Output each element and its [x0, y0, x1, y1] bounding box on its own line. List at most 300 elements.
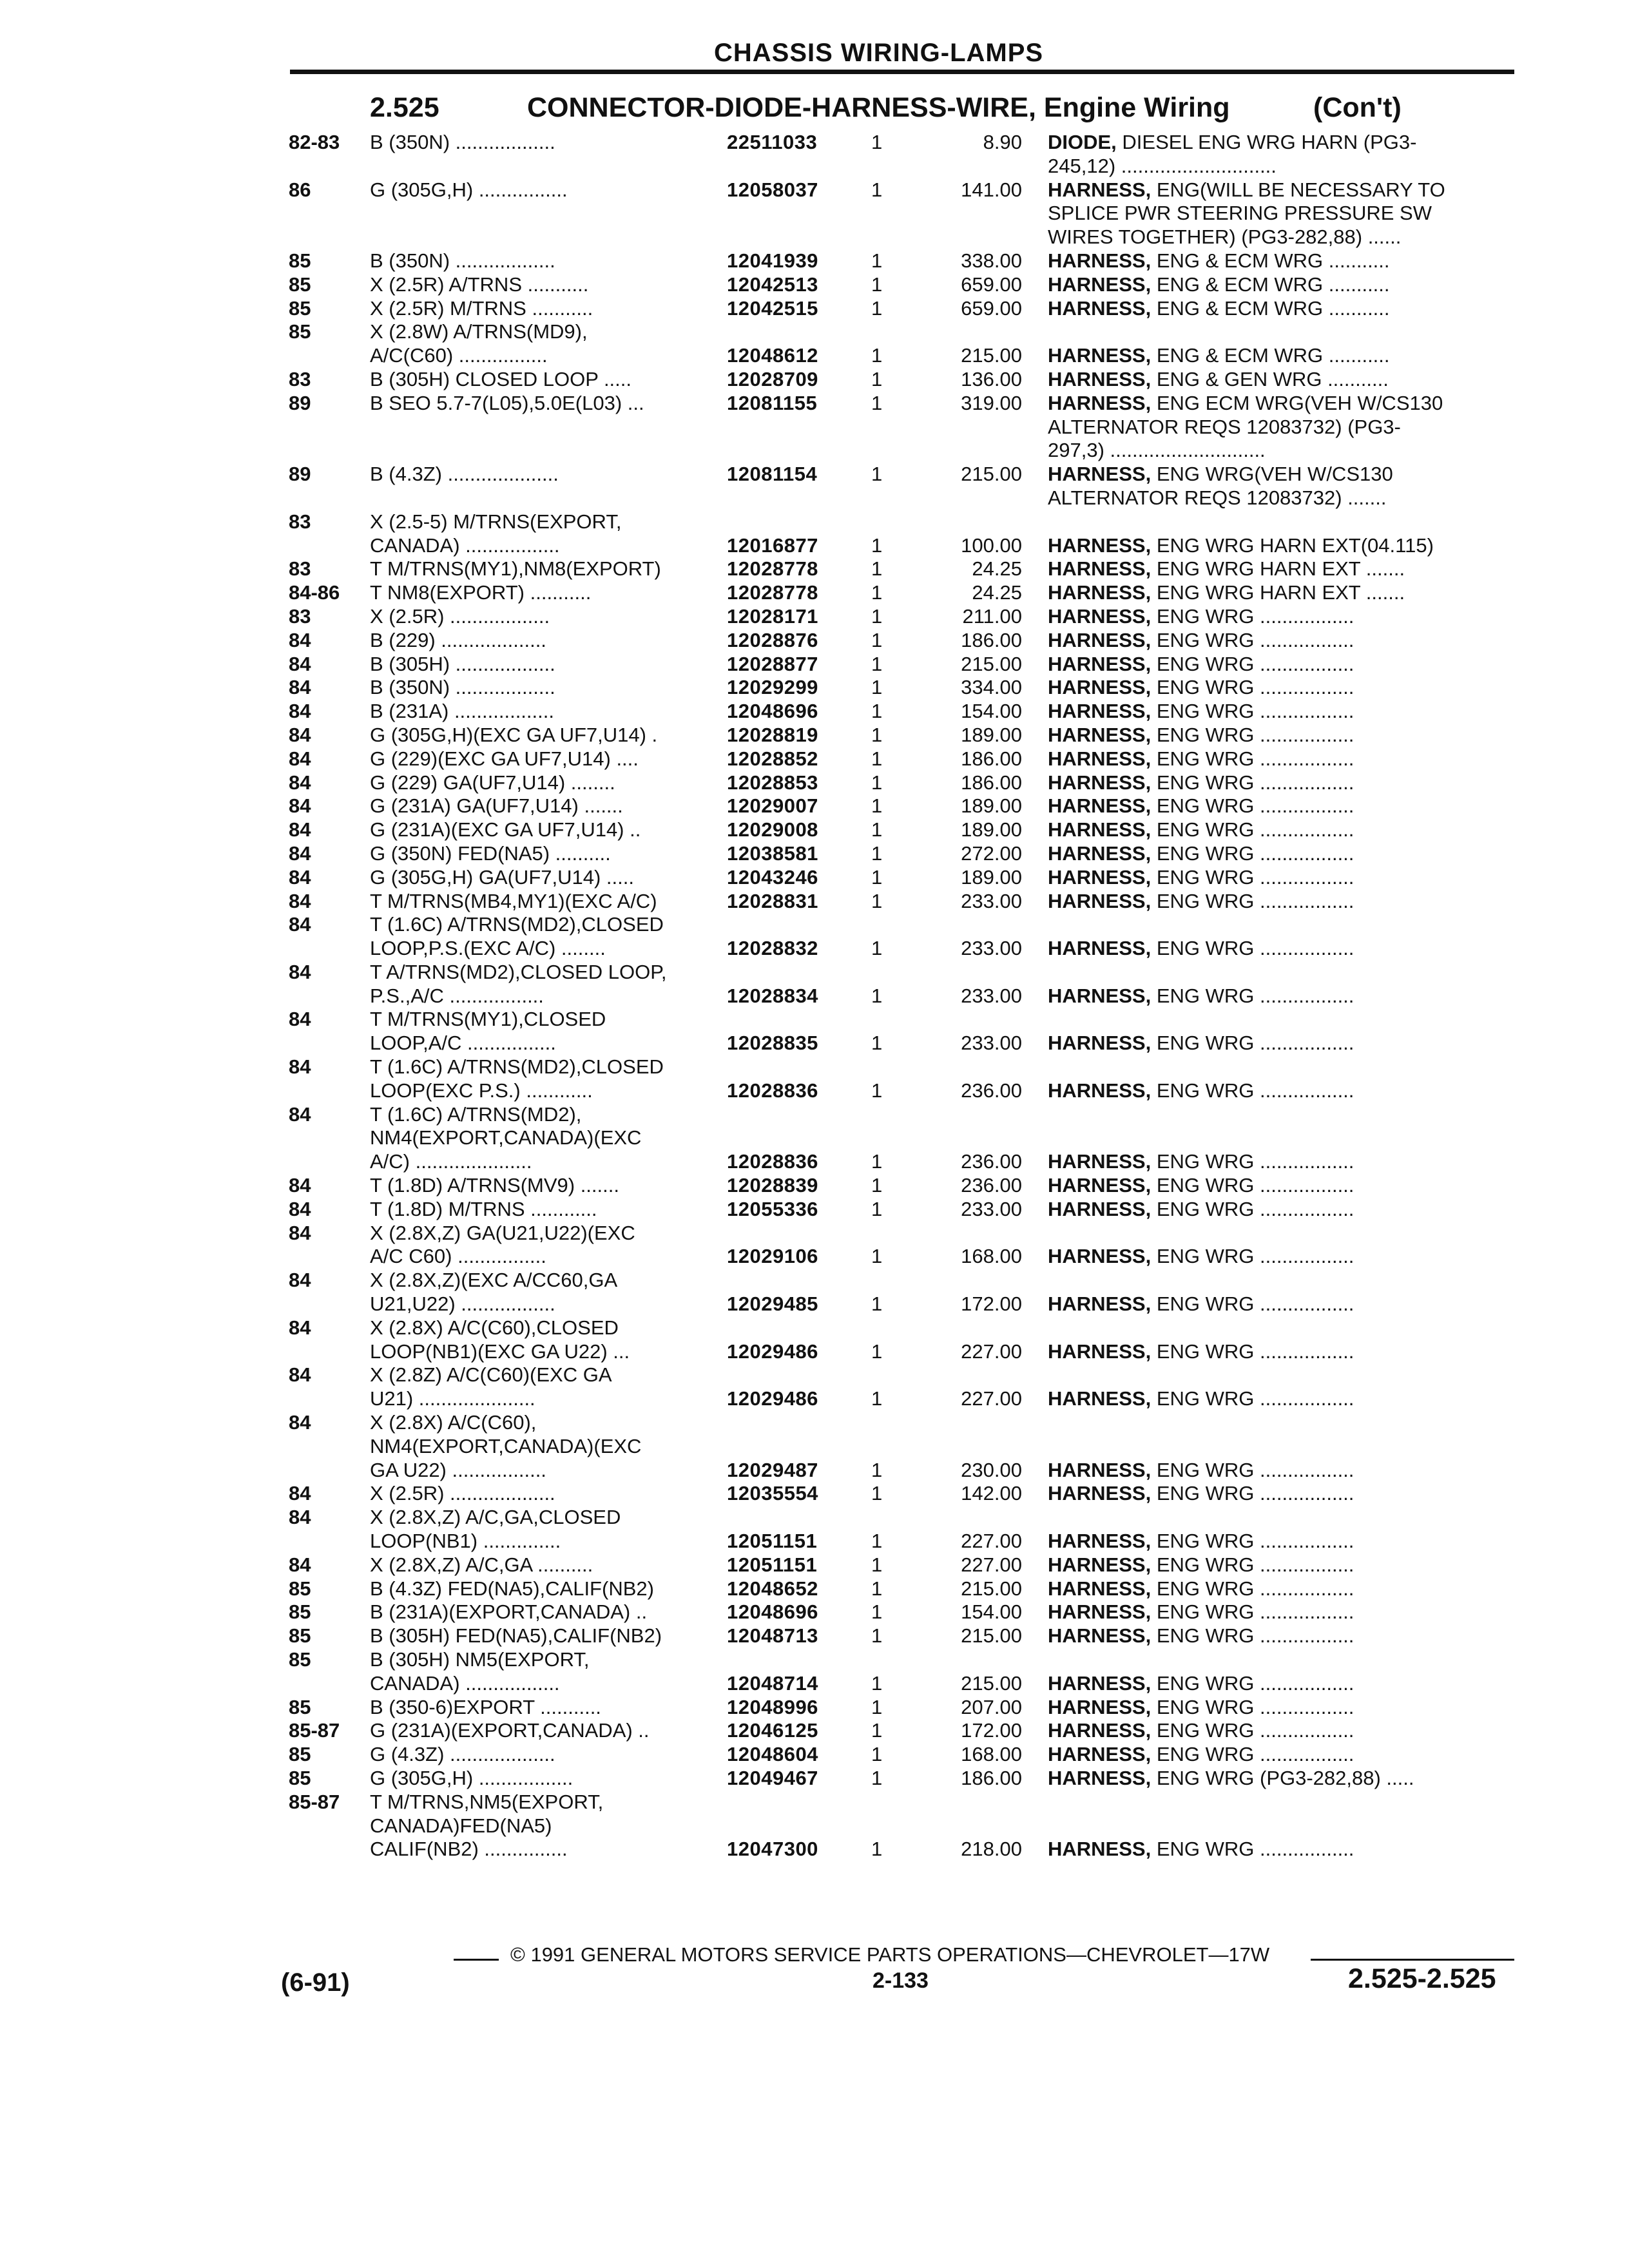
part-number: 12048612	[727, 344, 818, 367]
parts-row	[0, 605, 1629, 629]
part-name-detail: ENG WRG .................	[1156, 1245, 1354, 1268]
part-name-detail: ENG WRG .................	[1156, 1838, 1354, 1861]
part-name-detail: ENG WRG .................	[1156, 1482, 1354, 1505]
parts-row	[0, 818, 1629, 842]
list-price: 659.00	[961, 296, 1022, 320]
parts-row	[0, 1530, 1629, 1553]
quantity: 1	[871, 937, 883, 960]
part-name	[1048, 202, 1512, 226]
parts-row	[0, 961, 1629, 985]
parts-row	[0, 202, 1629, 226]
part-name-detail: ENG WRG .................	[1156, 1695, 1354, 1718]
parts-row	[0, 1198, 1629, 1222]
copyright-notice: © 1991 GENERAL MOTORS SERVICE PARTS OPERATIONS—CHEVROLET—17W	[510, 1943, 1270, 1966]
part-name-detail: ENG WRG HARN EXT(04.115)	[1156, 533, 1434, 557]
parts-row	[0, 1032, 1629, 1055]
parts-row	[0, 1482, 1629, 1506]
parts-row	[0, 724, 1629, 747]
list-price: 142.00	[961, 1482, 1022, 1505]
part-name-bold: HARNESS,	[1048, 676, 1152, 699]
model-year: 84	[289, 913, 311, 936]
part-name	[1048, 1600, 1512, 1624]
part-name-bold: HARNESS,	[1048, 1553, 1152, 1576]
parts-row	[0, 1222, 1629, 1245]
parts-list	[0, 131, 1629, 1861]
part-name-bold: HARNESS,	[1048, 1197, 1152, 1220]
list-price: 227.00	[961, 1553, 1022, 1576]
application-description: LOOP(NB1) ..............	[370, 1530, 561, 1553]
parts-row	[0, 653, 1629, 677]
list-price: 215.00	[961, 652, 1022, 675]
model-year: 84	[289, 1221, 311, 1244]
part-name-bold: HARNESS,	[1048, 557, 1152, 581]
parts-row	[0, 1055, 1629, 1079]
part-number: 12028835	[727, 1032, 818, 1055]
part-name-bold: HARNESS,	[1048, 937, 1152, 960]
part-name	[1048, 344, 1512, 368]
part-name-bold: HARNESS,	[1048, 1743, 1152, 1766]
part-name-bold: HARNESS,	[1048, 1079, 1152, 1102]
part-number: 12028836	[727, 1150, 818, 1173]
part-name	[1048, 439, 1512, 463]
part-name-detail: ENG WRG .................	[1156, 1577, 1354, 1600]
quantity: 1	[871, 273, 883, 296]
parts-row	[0, 1103, 1629, 1127]
part-name-detail: ENG WRG .................	[1156, 628, 1354, 651]
model-year: 84	[289, 1316, 311, 1339]
quantity: 1	[871, 1577, 883, 1600]
application-description: G (305G,H) .................	[370, 1766, 574, 1789]
part-name	[1048, 557, 1512, 581]
part-number: 12028834	[727, 984, 818, 1007]
part-number: 12048696	[727, 700, 818, 723]
quantity: 1	[871, 747, 883, 770]
list-price: 168.00	[961, 1743, 1022, 1766]
part-number: 12081154	[727, 463, 818, 486]
model-year: 82-83	[289, 131, 340, 153]
part-name-detail: ALTERNATOR REQS 12083732) .......	[1048, 486, 1387, 509]
parts-row	[0, 890, 1629, 914]
application-description: X (2.8X) A/C(C60),	[370, 1411, 537, 1434]
part-name	[1048, 1553, 1512, 1577]
part-name-detail: ENG WRG .................	[1156, 841, 1354, 865]
part-name	[1048, 1245, 1512, 1269]
part-name-detail: ENG & GEN WRG ...........	[1156, 367, 1389, 390]
part-name	[1048, 1079, 1512, 1103]
list-price: 207.00	[961, 1695, 1022, 1718]
list-price: 338.00	[961, 249, 1022, 272]
quantity: 1	[871, 1624, 883, 1648]
part-number: 12047300	[727, 1838, 818, 1861]
part-name-bold: HARNESS,	[1048, 1577, 1152, 1600]
part-name-detail: ENG WRG .................	[1156, 1719, 1354, 1742]
list-price: 236.00	[961, 1174, 1022, 1197]
list-price: 172.00	[961, 1293, 1022, 1316]
model-year: 85-87	[289, 1790, 340, 1813]
application-description: G (4.3Z) ...................	[370, 1743, 555, 1766]
list-price: 186.00	[961, 628, 1022, 651]
model-year: 85	[289, 1766, 311, 1789]
model-year: 84	[289, 1363, 311, 1387]
application-description: G (229)(EXC GA UF7,U14) ....	[370, 747, 639, 770]
part-number: 12028709	[727, 367, 818, 390]
model-year: 84	[289, 700, 311, 723]
part-name	[1048, 747, 1512, 771]
part-number: 12046125	[727, 1719, 818, 1742]
quantity: 1	[871, 865, 883, 889]
list-price: 236.00	[961, 1150, 1022, 1173]
model-year: 84	[289, 676, 311, 699]
part-name-bold: HARNESS,	[1048, 794, 1152, 818]
application-description: B SEO 5.7-7(L05),5.0E(L03) ...	[370, 391, 644, 414]
list-price: 24.25	[972, 557, 1022, 581]
part-name-bold: HARNESS,	[1048, 771, 1152, 794]
part-name-detail: ENG WRG .................	[1156, 818, 1354, 841]
part-name-detail: ENG WRG .................	[1156, 1458, 1354, 1481]
application-description: T A/TRNS(MD2),CLOSED LOOP,	[370, 960, 667, 983]
quantity: 1	[871, 1387, 883, 1410]
parts-row	[0, 344, 1629, 368]
list-price: 215.00	[961, 1577, 1022, 1600]
part-name	[1048, 818, 1512, 842]
part-name-detail: ENG WRG .................	[1156, 1530, 1354, 1553]
part-name	[1048, 890, 1512, 914]
part-name-bold: HARNESS,	[1048, 1340, 1152, 1363]
parts-row	[0, 1126, 1629, 1150]
part-name-detail: 297,3) ............................	[1048, 439, 1266, 462]
parts-row	[0, 1506, 1629, 1530]
quantity: 1	[871, 296, 883, 320]
application-description: P.S.,A/C .................	[370, 984, 544, 1007]
part-name	[1048, 1482, 1512, 1506]
part-name-detail: ENG ECM WRG(VEH W/CS130	[1156, 391, 1443, 414]
part-number: 12028839	[727, 1174, 818, 1197]
part-number: 12058037	[727, 178, 818, 201]
model-year: 84	[289, 1482, 311, 1505]
part-name-detail: ENG WRG (PG3-282,88) .....	[1156, 1766, 1414, 1789]
part-number: 12043246	[727, 865, 818, 889]
part-name-detail: ENG WRG HARN EXT .......	[1156, 557, 1405, 581]
parts-row	[0, 1577, 1629, 1601]
parts-row	[0, 1174, 1629, 1198]
application-description: X (2.5-5) M/TRNS(EXPORT,	[370, 510, 622, 533]
part-name	[1048, 676, 1512, 700]
application-description: X (2.8Z) A/C(C60)(EXC GA	[370, 1363, 612, 1387]
application-description: X (2.8X,Z) A/C,GA ..........	[370, 1553, 593, 1576]
part-number: 12029485	[727, 1293, 818, 1316]
part-name-detail: ENG WRG .................	[1156, 700, 1354, 723]
part-name-bold: HARNESS,	[1048, 604, 1152, 628]
part-name-detail: ENG WRG .................	[1156, 1079, 1354, 1102]
parts-row	[0, 1553, 1629, 1577]
list-price: 172.00	[961, 1719, 1022, 1742]
quantity: 1	[871, 676, 883, 699]
parts-row	[0, 629, 1629, 653]
quantity: 1	[871, 557, 883, 581]
part-name-bold: HARNESS,	[1048, 391, 1152, 414]
quantity: 1	[871, 652, 883, 675]
quantity: 1	[871, 1197, 883, 1220]
model-year: 85	[289, 1600, 311, 1624]
part-name-bold: HARNESS,	[1048, 344, 1152, 367]
model-year: 84	[289, 1008, 311, 1031]
part-name-bold: HARNESS,	[1048, 700, 1152, 723]
part-name-bold: HARNESS,	[1048, 628, 1152, 651]
parts-row	[0, 913, 1629, 937]
part-name	[1048, 1743, 1512, 1767]
quantity: 1	[871, 723, 883, 746]
quantity: 1	[871, 604, 883, 628]
part-name-detail: ENG WRG .................	[1156, 1150, 1354, 1173]
part-name	[1048, 392, 1512, 416]
part-name	[1048, 368, 1512, 392]
parts-row	[0, 1672, 1629, 1696]
parts-row	[0, 1459, 1629, 1483]
part-name-bold: HARNESS,	[1048, 1766, 1152, 1789]
application-description: LOOP(EXC P.S.) ............	[370, 1079, 593, 1102]
list-price: 215.00	[961, 463, 1022, 486]
application-description: B (229) ...................	[370, 628, 546, 651]
part-name-detail: ENG WRG .................	[1156, 723, 1354, 746]
part-name-bold: HARNESS,	[1048, 747, 1152, 770]
part-name-bold: HARNESS,	[1048, 984, 1152, 1007]
part-number: 12028852	[727, 747, 818, 770]
page-number: 2-133	[872, 1968, 929, 1993]
parts-row	[0, 1269, 1629, 1293]
part-number: 12048996	[727, 1695, 818, 1718]
part-name-detail: ENG WRG .................	[1156, 1671, 1354, 1695]
application-description: B (231A)(EXPORT,CANADA) ..	[370, 1600, 648, 1624]
list-price: 227.00	[961, 1530, 1022, 1553]
application-description: X (2.5R) ..................	[370, 604, 550, 628]
model-year: 86	[289, 178, 311, 201]
model-year: 84	[289, 960, 311, 983]
list-price: 141.00	[961, 178, 1022, 201]
parts-row	[0, 1624, 1629, 1648]
application-description: T M/TRNS(MB4,MY1)(EXC A/C)	[370, 889, 657, 912]
part-number: 12028832	[727, 937, 818, 960]
part-name-bold: HARNESS,	[1048, 1174, 1152, 1197]
footer-rule-left	[454, 1959, 499, 1961]
application-description: CANADA) .................	[370, 533, 560, 557]
part-name-detail: ENG WRG .................	[1156, 865, 1354, 889]
part-name	[1048, 178, 1512, 202]
model-year: 85	[289, 1648, 311, 1671]
part-name	[1048, 1719, 1512, 1743]
part-number: 12029487	[727, 1458, 818, 1481]
part-number: 12028778	[727, 557, 818, 581]
part-name	[1048, 842, 1512, 866]
parts-row	[0, 557, 1629, 581]
part-number: 12048713	[727, 1624, 818, 1648]
list-price: 136.00	[961, 367, 1022, 390]
parts-row	[0, 534, 1629, 558]
quantity: 1	[871, 1340, 883, 1363]
part-name	[1048, 1198, 1512, 1222]
list-price: 233.00	[961, 889, 1022, 912]
list-price: 154.00	[961, 700, 1022, 723]
model-year: 84	[289, 1197, 311, 1220]
parts-row	[0, 1150, 1629, 1174]
quantity: 1	[871, 1530, 883, 1553]
application-description: U21) .....................	[370, 1387, 535, 1410]
part-name-bold: HARNESS,	[1048, 1530, 1152, 1553]
part-name	[1048, 273, 1512, 297]
header-rule	[290, 70, 1514, 74]
part-name	[1048, 1387, 1512, 1411]
part-name-bold: DIODE,	[1048, 131, 1117, 153]
part-name-detail: ENG WRG .................	[1156, 889, 1354, 912]
quantity: 1	[871, 1245, 883, 1268]
list-price: 186.00	[961, 771, 1022, 794]
parts-row	[0, 1435, 1629, 1459]
model-year: 83	[289, 557, 311, 581]
quantity: 1	[871, 1174, 883, 1197]
part-name-detail: ENG WRG .................	[1156, 747, 1354, 770]
list-price: 8.90	[983, 131, 1022, 153]
part-name-detail: ENG WRG .................	[1156, 794, 1354, 818]
part-name	[1048, 724, 1512, 747]
part-name	[1048, 249, 1512, 273]
part-name-bold: HARNESS,	[1048, 249, 1152, 272]
application-description: X (2.8X,Z)(EXC A/CC60,GA	[370, 1269, 618, 1292]
quantity: 1	[871, 1553, 883, 1576]
group-title: CONNECTOR-DIODE-HARNESS-WIRE, Engine Wiring	[527, 92, 1230, 123]
quantity: 1	[871, 1766, 883, 1789]
application-description: LOOP,A/C ................	[370, 1032, 556, 1055]
model-year: 85	[289, 1624, 311, 1648]
part-name-detail: SPLICE PWR STEERING PRESSURE SW	[1048, 202, 1432, 225]
application-description: X (2.5R) M/TRNS ...........	[370, 296, 593, 320]
quantity: 1	[871, 1150, 883, 1173]
quantity: 1	[871, 249, 883, 272]
model-year: 84	[289, 1174, 311, 1197]
part-name	[1048, 1838, 1512, 1861]
part-number: 12029106	[727, 1245, 818, 1268]
part-number: 12028853	[727, 771, 818, 794]
application-description: B (350N) ..................	[370, 131, 555, 153]
application-description: T (1.6C) A/TRNS(MD2),CLOSED	[370, 913, 664, 936]
model-year: 84	[289, 747, 311, 770]
list-price: 272.00	[961, 841, 1022, 865]
part-number: 12028836	[727, 1079, 818, 1102]
part-name-detail: ENG WRG .................	[1156, 984, 1354, 1007]
parts-row	[0, 486, 1629, 510]
part-number: 12029299	[727, 676, 818, 699]
part-name	[1048, 985, 1512, 1008]
application-description: X (2.8X,Z) GA(U21,U22)(EXC	[370, 1221, 635, 1244]
part-name	[1048, 605, 1512, 629]
part-number: 12028778	[727, 581, 818, 604]
part-name	[1048, 866, 1512, 890]
parts-row	[0, 463, 1629, 486]
section-range: 2.525-2.525	[1348, 1963, 1496, 1994]
part-name-detail: ALTERNATOR REQS 12083732) (PG3-	[1048, 415, 1401, 438]
application-description: T M/TRNS(MY1),NM8(EXPORT)	[370, 557, 661, 581]
list-price: 186.00	[961, 747, 1022, 770]
quantity: 1	[871, 1293, 883, 1316]
application-description: G (305G,H) ................	[370, 178, 568, 201]
list-price: 189.00	[961, 794, 1022, 818]
model-year: 84	[289, 628, 311, 651]
list-price: 659.00	[961, 273, 1022, 296]
part-name	[1048, 131, 1512, 155]
quantity: 1	[871, 533, 883, 557]
part-name-bold: HARNESS,	[1048, 1293, 1152, 1316]
application-description: A/C(C60) ................	[370, 344, 548, 367]
part-name-bold: HARNESS,	[1048, 1387, 1152, 1410]
part-name	[1048, 1767, 1512, 1791]
model-year: 84	[289, 652, 311, 675]
model-year: 85	[289, 1577, 311, 1600]
part-name	[1048, 297, 1512, 321]
part-name-detail: ENG WRG .................	[1156, 1600, 1354, 1624]
model-year: 85	[289, 1695, 311, 1718]
quantity: 1	[871, 984, 883, 1007]
parts-row	[0, 273, 1629, 297]
application-description: T (1.6C) A/TRNS(MD2),	[370, 1102, 582, 1126]
list-price: 189.00	[961, 723, 1022, 746]
part-name-detail: ENG WRG .................	[1156, 1174, 1354, 1197]
part-name	[1048, 1150, 1512, 1174]
application-description: CANADA) .................	[370, 1671, 560, 1695]
application-description: A/C C60) ................	[370, 1245, 546, 1268]
quantity: 1	[871, 1482, 883, 1505]
part-number: 12028171	[727, 604, 818, 628]
model-year: 83	[289, 604, 311, 628]
part-name-detail: ENG WRG .................	[1156, 1624, 1354, 1648]
part-number: 12048652	[727, 1577, 818, 1600]
group-continued: (Con't)	[1313, 92, 1402, 123]
application-description: B (305H) NM5(EXPORT,	[370, 1648, 590, 1671]
part-number: 12049467	[727, 1766, 818, 1789]
model-year: 84	[289, 1102, 311, 1126]
list-price: 334.00	[961, 676, 1022, 699]
part-number: 12055336	[727, 1197, 818, 1220]
part-number: 12051151	[727, 1553, 818, 1576]
part-name	[1048, 463, 1512, 486]
quantity: 1	[871, 700, 883, 723]
part-number: 12042515	[727, 296, 818, 320]
part-number: 22511033	[727, 131, 818, 153]
part-number: 12048696	[727, 1600, 818, 1624]
model-year: 84	[289, 841, 311, 865]
application-description: B (350-6)EXPORT ...........	[370, 1695, 601, 1718]
application-description: G (305G,H)(EXC GA UF7,U14) .	[370, 723, 658, 746]
parts-row	[0, 178, 1629, 202]
quantity: 1	[871, 391, 883, 414]
parts-row	[0, 747, 1629, 771]
part-name-detail: ENG WRG .................	[1156, 1032, 1354, 1055]
parts-row	[0, 416, 1629, 439]
part-name	[1048, 771, 1512, 795]
part-number: 12038581	[727, 841, 818, 865]
part-name-detail: ENG & ECM WRG ...........	[1156, 249, 1390, 272]
application-description: X (2.8X) A/C(C60),CLOSED	[370, 1316, 619, 1339]
part-number: 12041939	[727, 249, 818, 272]
parts-row	[0, 771, 1629, 795]
part-name	[1048, 1293, 1512, 1316]
quantity: 1	[871, 841, 883, 865]
parts-row	[0, 1648, 1629, 1672]
part-name	[1048, 1696, 1512, 1720]
application-description: GA U22) .................	[370, 1458, 546, 1481]
part-name-detail: ENG WRG(VEH W/CS130	[1156, 463, 1393, 486]
part-name	[1048, 1340, 1512, 1364]
list-price: 215.00	[961, 1671, 1022, 1695]
model-year: 84	[289, 889, 311, 912]
part-name-detail: ENG WRG .................	[1156, 1387, 1354, 1410]
